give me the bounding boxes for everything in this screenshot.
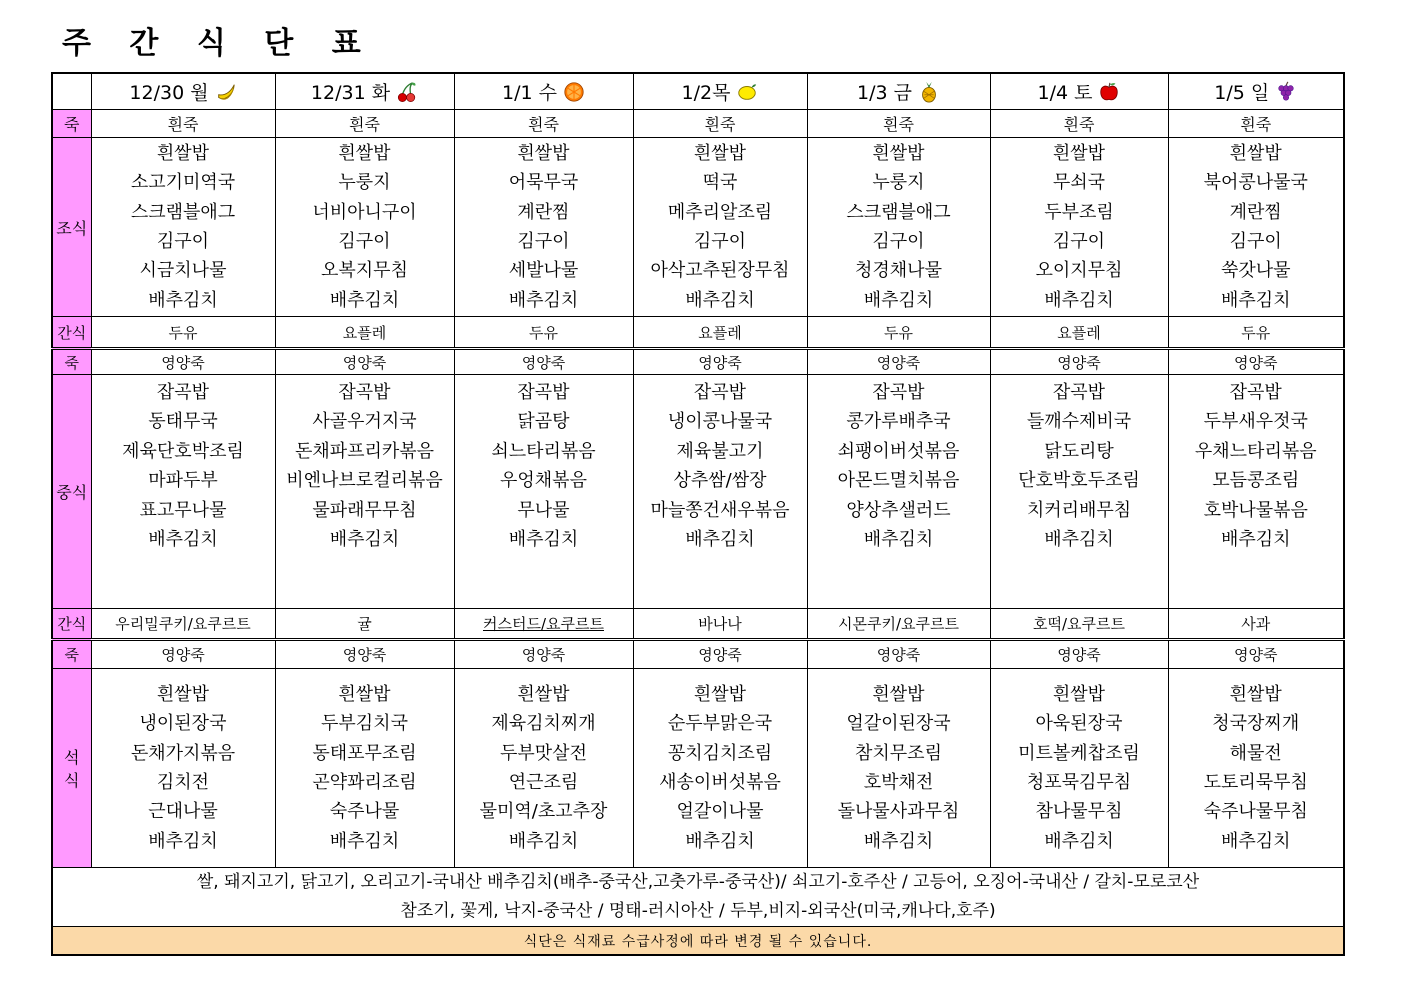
juk-cell-text: 흰죽 [349, 115, 380, 134]
menu-item: 잡곡밥 [1052, 382, 1106, 403]
menu-item: 숙주나물 [329, 801, 400, 823]
menu-item: 떡국 [702, 172, 738, 194]
menu-item: 흰쌀밥 [1229, 142, 1282, 164]
menu-item: 잡곡밥 [1229, 382, 1282, 403]
menu-item: 배추김치 [508, 289, 579, 311]
menu-item: 배추김치 [329, 529, 400, 551]
day-header [275, 73, 454, 110]
menu-item: 김치전 [156, 772, 210, 793]
juk-cell-text: 영양죽 [521, 646, 566, 664]
day-label: 1/1 수 [502, 82, 557, 104]
menu-item: 아욱된장국 [1035, 713, 1123, 735]
menu-item: 흰쌀밥 [338, 142, 391, 164]
menu-item: 제육불고기 [676, 440, 764, 462]
snack-cell-text: 우리밀쿠키/요쿠르트 [115, 615, 251, 633]
menu-item: 배추김치 [1044, 289, 1114, 311]
menu-item: 김구이 [517, 231, 570, 252]
snack-cell [990, 609, 1168, 640]
menu-item: 잡곡밥 [693, 382, 747, 403]
day-label: 1/3 금 [857, 82, 912, 104]
menu-item: 비엔나브로컬리볶음 [286, 470, 443, 492]
snack-cell-text: 요플레 [342, 323, 387, 342]
menu-item: 흰쌀밥 [1052, 683, 1106, 705]
snack-cell [1168, 317, 1344, 349]
menu-item: 배추김치 [1044, 529, 1114, 551]
menu-cell [633, 669, 807, 868]
menu-item: 잡곡밥 [872, 382, 925, 403]
menu-item: 흰쌀밥 [156, 683, 210, 705]
juk-cell-text: 흰죽 [528, 115, 559, 134]
juk-cell [990, 640, 1168, 669]
day-label: 12/31 화 [310, 82, 391, 104]
juk-cell [633, 110, 807, 138]
snack-cell [454, 609, 633, 640]
juk-cell-text: 흰죽 [167, 115, 199, 134]
menu-item: 스크램블애그 [846, 201, 951, 223]
menu-item: 사골우거지국 [312, 411, 417, 433]
menu-item: 닭곰탕 [517, 411, 570, 433]
menu-item: 두부맛살전 [500, 742, 587, 764]
menu-item: 새송이버섯볶음 [659, 772, 781, 793]
menu-item: 표고무나물 [139, 499, 227, 521]
menu-item: 김구이 [156, 231, 210, 252]
menu-item: 냉이콩나물국 [667, 411, 773, 433]
weekly-menu-table [51, 72, 1345, 956]
juk-cell [275, 640, 454, 669]
menu-item: 숙주나물무침 [1203, 801, 1308, 823]
menu-item: 호박나물볶음 [1203, 499, 1308, 521]
juk-cell [454, 349, 633, 375]
menu-cell [275, 375, 454, 609]
snack-cell-text: 두유 [529, 323, 558, 342]
snack-cell-text: 두유 [884, 323, 913, 342]
menu-item: 얼갈이된장국 [846, 713, 951, 735]
label-dinner [52, 669, 91, 868]
menu-cell [990, 375, 1168, 609]
notice-banner [52, 927, 1344, 956]
menu-cell [990, 138, 1168, 317]
menu-item: 흰쌀밥 [872, 142, 925, 164]
snack-cell [1168, 609, 1344, 640]
row-label-text: 간식 [57, 323, 87, 342]
menu-item: 참치무조림 [855, 742, 942, 764]
menu-item: 배추김치 [1220, 529, 1291, 551]
menu-item: 세발나물 [508, 260, 579, 282]
menu-item: 아삭고추된장무침 [650, 260, 790, 282]
day-label: 1/2목 [681, 82, 731, 104]
juk-cell-text: 영양죽 [1057, 353, 1101, 372]
juk-cell-text: 흰죽 [1240, 115, 1272, 134]
row-label-text: 조식 [56, 218, 88, 238]
snack-cell [990, 317, 1168, 349]
snack-cell-text: 귤 [357, 615, 372, 633]
menu-item: 흰쌀밥 [338, 683, 391, 705]
snack-cell-text: 요플레 [698, 323, 742, 342]
page-title: 주 간 식 단 표 [62, 26, 375, 61]
day-header [990, 73, 1168, 110]
row-label-text: 중식 [56, 483, 88, 502]
menu-item: 청포묵김무침 [1026, 772, 1132, 793]
menu-item: 미트볼케찹조림 [1018, 742, 1140, 764]
menu-cell [633, 375, 807, 609]
menu-item: 치커리배무침 [1026, 499, 1132, 521]
menu-item: 돌나물사과무침 [837, 801, 960, 823]
juk-cell [633, 349, 807, 375]
menu-item: 물파래무무침 [312, 499, 417, 521]
origin-line: 참조기, 꽃게, 낙지-중국산 / 명태-러시아산 / 두부,비지-외국산(미국,캐나다,호주) [400, 901, 996, 921]
menu-item: 우엉채볶음 [500, 470, 587, 492]
menu-item: 잡곡밥 [156, 382, 210, 403]
menu-item: 단호박호두조림 [1018, 470, 1140, 492]
snack-cell-text: 두유 [1241, 323, 1271, 342]
snack-cell [275, 609, 454, 640]
cherry-icon [390, 82, 418, 104]
menu-item: 오복지무침 [321, 260, 408, 282]
label-juk [52, 640, 91, 669]
menu-item: 배추김치 [863, 830, 934, 852]
menu-item: 배추김치 [1220, 830, 1291, 852]
menu-cell [807, 669, 990, 868]
menu-item: 콩가루배추국 [846, 411, 951, 433]
menu-item: 청경채나물 [855, 260, 942, 282]
menu-item: 누룽지 [338, 172, 391, 194]
menu-item: 배추김치 [329, 289, 400, 311]
snack-cell [633, 317, 807, 349]
menu-item: 흰쌀밥 [693, 683, 747, 705]
menu-cell [1168, 138, 1344, 317]
origin-line: 쌀, 돼지고기, 닭고기, 오리고기-국내산 배추김치(배추-중국산,고춧가루-중국산)/ 쇠고기-호주산 / 고등어, 오징어-국내산 / 갈치-모로코산 [196, 872, 1200, 892]
snack-cell [91, 317, 275, 349]
menu-item: 마늘쫑건새우볶음 [650, 499, 790, 521]
label-juk [52, 110, 91, 138]
menu-item: 무쇠국 [1052, 172, 1106, 194]
menu-item: 흰쌀밥 [517, 683, 570, 705]
label-breakfast [52, 138, 91, 317]
juk-cell [91, 640, 275, 669]
menu-item: 동태포무조림 [312, 742, 417, 764]
menu-item: 배추김치 [685, 289, 755, 311]
menu-item: 잡곡밥 [338, 382, 391, 403]
label-snack [52, 317, 91, 349]
day-header [633, 73, 807, 110]
row-label-text: 간식 [57, 615, 87, 633]
menu-item: 우채느타리볶음 [1194, 440, 1317, 462]
menu-cell [454, 138, 633, 317]
corner-cell [52, 73, 91, 110]
menu-item: 도토리묵무침 [1203, 772, 1308, 793]
snack-cell-text: 바나나 [698, 615, 742, 633]
menu-cell [91, 375, 275, 609]
menu-item: 배추김치 [685, 830, 755, 852]
menu-item: 배추김치 [863, 289, 934, 311]
juk-cell-text: 영양죽 [1234, 646, 1278, 664]
day-header [91, 73, 275, 110]
menu-item: 너비아니구이 [312, 201, 417, 223]
menu-item: 호박채전 [863, 772, 934, 793]
snack-cell [633, 609, 807, 640]
juk-cell [454, 110, 633, 138]
menu-item: 오이지무침 [1035, 260, 1123, 282]
menu-item: 모듬콩조림 [1212, 470, 1300, 492]
juk-cell-text: 영양죽 [1234, 353, 1278, 372]
menu-cell [807, 375, 990, 609]
menu-item: 계란찜 [517, 201, 570, 223]
day-header [454, 73, 633, 110]
menu-item: 쇠느타리볶음 [491, 440, 596, 462]
orange-icon [557, 82, 585, 104]
juk-cell-text: 영양죽 [161, 353, 205, 372]
day-header [807, 73, 990, 110]
menu-item: 북어콩나물국 [1203, 172, 1308, 194]
juk-cell [807, 640, 990, 669]
menu-item: 돈채파프리카볶음 [294, 440, 435, 462]
snack-cell-text: 호떡/요쿠르트 [1033, 615, 1125, 633]
menu-item: 김구이 [1052, 231, 1106, 252]
day-header [1168, 73, 1344, 110]
origin-info [52, 868, 1344, 927]
menu-item: 배추김치 [148, 830, 218, 852]
juk-cell-text: 영양죽 [521, 353, 566, 372]
lemon-icon [730, 82, 758, 104]
juk-cell [454, 640, 633, 669]
menu-cell [1168, 669, 1344, 868]
menu-cell [91, 669, 275, 868]
juk-cell [275, 110, 454, 138]
snack-cell-text: 시몬쿠키/요쿠르트 [838, 615, 959, 633]
menu-item: 곤약꽈리조림 [312, 772, 417, 793]
menu-item: 닭도리탕 [1044, 440, 1114, 462]
day-label: 1/4 토 [1037, 82, 1093, 104]
menu-item: 배추김치 [685, 529, 755, 551]
row-label-text: 죽 [64, 353, 79, 372]
snack-cell-text: 사과 [1241, 615, 1271, 633]
juk-cell [1168, 640, 1344, 669]
juk-cell-text: 영양죽 [698, 353, 742, 372]
juk-cell [807, 110, 990, 138]
menu-item: 근대나물 [148, 801, 218, 823]
menu-item: 쇠팽이버섯볶음 [837, 440, 960, 462]
menu-item: 두부김치국 [321, 713, 408, 735]
row-label-text: 석 [64, 748, 80, 767]
label-snack [52, 609, 91, 640]
menu-item: 흰쌀밥 [1052, 142, 1106, 164]
menu-item: 들깨수제비국 [1026, 411, 1132, 433]
label-lunch [52, 375, 91, 609]
snack-cell [275, 317, 454, 349]
juk-cell-text: 흰죽 [1063, 115, 1095, 134]
juk-cell [275, 349, 454, 375]
snack-cell [91, 609, 275, 640]
menu-item: 청국장찌개 [1212, 713, 1300, 735]
menu-item: 김구이 [1229, 231, 1282, 252]
menu-item: 제육단호박조림 [122, 440, 244, 462]
menu-cell [1168, 375, 1344, 609]
juk-cell-text: 영양죽 [161, 646, 205, 664]
menu-item: 해물전 [1229, 742, 1282, 764]
label-juk [52, 349, 91, 375]
snack-cell [807, 317, 990, 349]
menu-cell [807, 138, 990, 317]
day-label: 1/5 일 [1214, 82, 1270, 104]
apple-icon [1092, 82, 1120, 104]
menu-item: 연근조림 [508, 772, 579, 793]
menu-item: 마파두부 [148, 470, 218, 492]
menu-cell [454, 375, 633, 609]
menu-item: 얼갈이나물 [676, 801, 764, 823]
menu-item: 김구이 [338, 231, 391, 252]
menu-item: 쑥갓나물 [1220, 260, 1291, 282]
menu-item: 참나물무침 [1035, 801, 1123, 823]
juk-cell-text: 영양죽 [876, 353, 921, 372]
menu-cell [990, 669, 1168, 868]
menu-item: 어묵무국 [508, 172, 579, 194]
juk-cell [990, 349, 1168, 375]
juk-cell-text: 영양죽 [342, 646, 387, 664]
juk-cell [1168, 349, 1344, 375]
juk-cell-text: 흰죽 [704, 115, 736, 134]
menu-item: 메추리알조림 [667, 201, 773, 223]
grape-icon [1269, 82, 1297, 104]
juk-cell-text: 흰죽 [883, 115, 914, 134]
menu-cell [633, 138, 807, 317]
juk-cell [807, 349, 990, 375]
menu-item: 잡곡밥 [517, 382, 570, 403]
row-label-text: 죽 [64, 646, 79, 664]
juk-cell-text: 영양죽 [876, 646, 921, 664]
menu-cell [275, 669, 454, 868]
menu-item: 소고기미역국 [130, 172, 236, 194]
menu-item: 동태무국 [148, 411, 218, 433]
menu-item: 배추김치 [508, 529, 579, 551]
juk-cell [91, 110, 275, 138]
menu-cell [275, 138, 454, 317]
menu-item: 김구이 [872, 231, 925, 252]
menu-item: 두부조림 [1044, 201, 1114, 223]
menu-item: 냉이된장국 [139, 713, 227, 735]
menu-item: 배추김치 [148, 529, 218, 551]
snack-cell-text: 두유 [168, 323, 198, 342]
snack-cell [807, 609, 990, 640]
menu-item: 시금치나물 [139, 260, 227, 282]
row-label-text: 죽 [64, 115, 80, 134]
menu-item: 순두부맑은국 [667, 713, 773, 735]
juk-cell-text: 영양죽 [698, 646, 742, 664]
menu-item: 흰쌀밥 [872, 683, 925, 705]
snack-cell-text: 요플레 [1057, 323, 1101, 342]
pineapple-icon [912, 82, 940, 104]
menu-item: 아몬드멸치볶음 [837, 470, 960, 492]
menu-cell [91, 138, 275, 317]
menu-item: 꽁치김치조림 [667, 742, 773, 764]
menu-item: 배추김치 [863, 529, 934, 551]
menu-item: 김구이 [693, 231, 747, 252]
menu-item: 양상추샐러드 [846, 499, 951, 521]
day-label: 12/30 월 [129, 82, 209, 104]
menu-item: 흰쌀밥 [693, 142, 747, 164]
juk-cell-text: 영양죽 [1057, 646, 1101, 664]
menu-item: 배추김치 [1044, 830, 1114, 852]
menu-item: 배추김치 [508, 830, 579, 852]
menu-item: 돈채가지볶음 [130, 742, 236, 764]
menu-item: 누룽지 [872, 172, 925, 194]
snack-cell-text: 커스터드/요쿠르트 [483, 615, 604, 633]
notice-text: 식단은 식재료 수급사정에 따라 변경 될 수 있습니다. [523, 933, 873, 950]
menu-item: 배추김치 [148, 289, 218, 311]
menu-item: 무나물 [517, 499, 570, 521]
juk-cell [990, 110, 1168, 138]
menu-item: 흰쌀밥 [1229, 683, 1282, 705]
menu-cell [454, 669, 633, 868]
menu-item: 배추김치 [329, 830, 400, 852]
menu-item: 두부새우젓국 [1203, 411, 1308, 433]
juk-cell-text: 영양죽 [342, 353, 387, 372]
menu-item: 제육김치찌개 [491, 713, 596, 735]
menu-item: 스크램블애그 [130, 201, 236, 223]
menu-item: 물미역/초고추장 [479, 801, 608, 823]
menu-item: 배추김치 [1220, 289, 1291, 311]
juk-cell [633, 640, 807, 669]
row-label-text: 식 [64, 771, 80, 790]
juk-cell [1168, 110, 1344, 138]
menu-item: 흰쌀밥 [517, 142, 570, 164]
menu-item: 흰쌀밥 [156, 142, 210, 164]
banana-icon [209, 82, 237, 104]
menu-item: 계란찜 [1229, 201, 1282, 223]
menu-item: 상추쌈/쌈장 [673, 470, 767, 492]
juk-cell [91, 349, 275, 375]
snack-cell [454, 317, 633, 349]
